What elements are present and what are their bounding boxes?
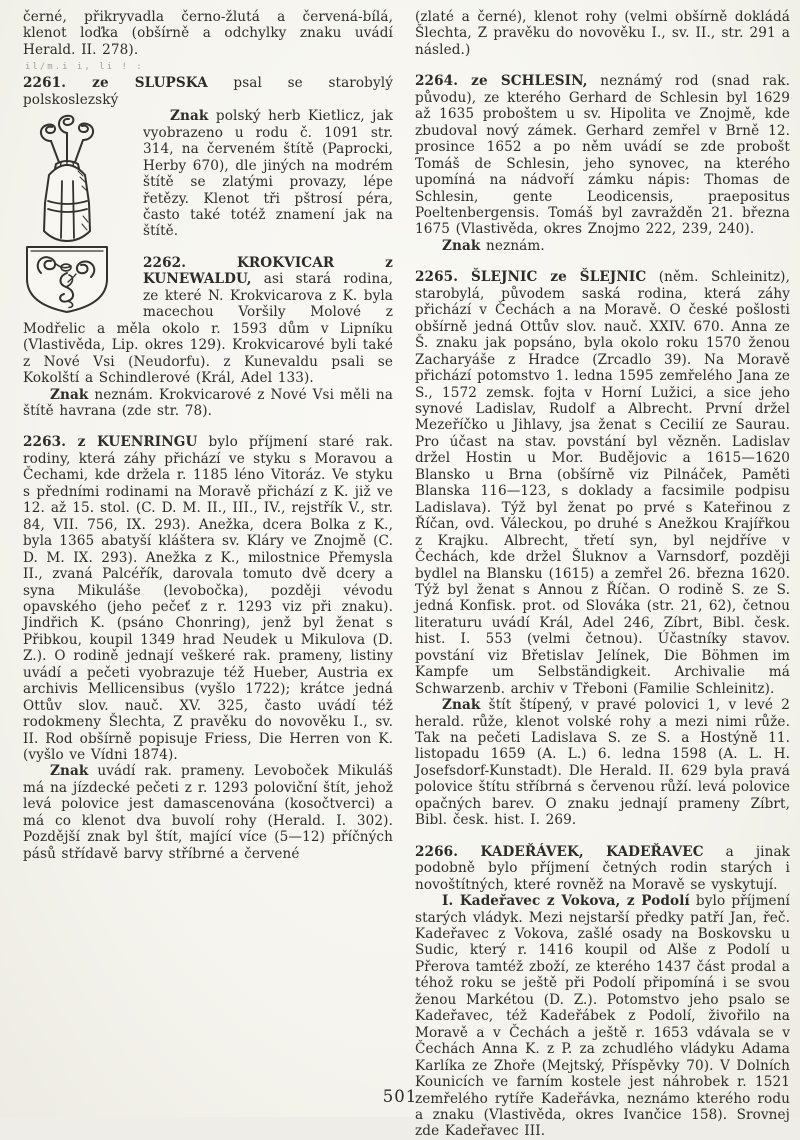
continuation-paragraph xyxy=(415,9,790,58)
text-run: neznám. xyxy=(480,237,545,254)
bold-text-run: 2266. KADEŘÁVEK, KADEŘAVEC xyxy=(415,843,704,860)
bold-text-run: 2263. z KUENRINGU xyxy=(23,434,198,451)
left-column xyxy=(23,9,393,1140)
ink-smudge: il/m.i i, li ! : xyxy=(25,62,144,73)
page-number: 501 xyxy=(382,1087,418,1106)
coat-of-arms-ze-slupska-icon xyxy=(23,111,111,314)
text-run: (zlaté a černé), klenot rohy (velmi obšírně dokládá Šlechta, Z pravěku do novověku I., sv. II., str. 291 a násled.) xyxy=(415,9,790,58)
text-run: a jinak podobně bylo příjmení četných rodin starých i novoštítných, které rovněž na Moravě se vyskytují. xyxy=(415,843,790,893)
bold-text-run: Znak xyxy=(442,237,481,254)
crest-plumes xyxy=(41,116,93,165)
helmet-shape xyxy=(44,165,90,241)
bold-text-run: Znak xyxy=(50,386,89,403)
text-run: psal se starobylý polskoslezský xyxy=(23,75,393,108)
text-run: černé, přikryvadla černo-žlutá a červená-bílá, klenot loďka (obšírně a odchylky znaku uvádí Herald. II. 278). xyxy=(23,9,393,58)
coat-of-arms-figure xyxy=(23,111,111,314)
bold-text-run: 2262. KROKVICAR z KUNEWALDU, xyxy=(143,254,393,288)
entry-2263-paragraph xyxy=(23,434,393,763)
text-run: neznámý rod (snad rak. původu), ze kterého Gerhard de Schlesin byl 1629 až 1635 proboštem u sv. Hipolita ve Znojmě, kde zbudoval nový zámek. Gerhard zemřel v Brně 12. prosince 1652 a po něm uvádí se zde probošt Tomáš de Schlesin, jeho synovec, na kterého upomíná na nádvoří zámku nápis: Thomas de Schlesin, gente Leodicensis, praepositus Poeltenbergensis. Tomáš byl zavražděn 21. března 1675 (Vlastivěda, okres Znojmo 222, 239, 240). xyxy=(415,73,790,238)
bold-text-run: 2264. ze SCHLESIN, xyxy=(415,73,588,90)
continuation-paragraph xyxy=(23,9,393,58)
text-run: bylo příjmení starých vládyk. Mezi nejstarší předky patří Jan, řeč. Kadeřavec z Vokova, zašlé osady na Boskovsku u Sudic, který r. 1416 koupil od Alše z Podolí u Přerova tamtéž zboží, ze kterého 1437 část prodal a téhož roku se ještě při Podolí připomíná i se svou ženou Markétou (D. Z.). Potomstvo jeho psalo se Kadeřavec, též Kadeřábek z Podolí, živořilo na Moravě a v Čechách a ještě r. 1653 vdávala se v Čechách Anna K. z P. za zchudlého vládyku Adama Karlíka ze Zhoře (Mejtský, Příspěvky 70). V Dolních Kounicích ve farním kostele jest náhrobek r. 1521 zemřelého rytíře Kadeřávka, neznámo kterého rodu a znaku (Vlastivěda, okres Ivančice 158). Srovnej zde Kadeřavec III. xyxy=(415,893,791,1140)
entry-2265-paragraph xyxy=(415,269,790,697)
text-run: bylo příjmení staré rak. rodiny, která záhy přichází ve styku s Moravou a Čechami, kde držela r. 1185 léno Vitoráz. Ve styku s předními rodinami na Moravě přichází z K. již ve 12. až 15. stol. (C. D. M. II., III., IV., rejstřík V., str. 84, VII. 756, IX. 293). Anežka, dcera Bolka z K., byla 1365 abatyší kláštera sv. Kláry ve Znojmě (C. D. M. IX. 293). Anežka z K., milostnice Přemysla II., zvaná Palcéřík, darovala tomuto dvě dcery a syna Mikuláše (levobočka), později vévodu opavského (jeho pečeť z r. 1293 viz při znaku). Jindřich K. (psáno Chonring), jenž byl ženat s Přibkou, koupil 1349 hrad Neudek u Mikulova (D. Z.). O rodině jednají veškeré rak. prameny, listiny uvádí a pečeti vyobrazuje též Hueber, Austria ex archivis Mellicensibus (vyšlo 1722); krátce jedná Ottův slov. nauč. XV. 325, často uvádí též rodokmeny Šlechta, Z pravěku do novověku I., sv. II. Rod obšírně popisuje Friess, Die Herren von K. (vyšlo ve Vídni 1874). xyxy=(23,434,394,764)
text-run: (něm. Schleinitz), starobylá, původem saská rodina, která záhy přichází v Čechách a na Moravě. O české pošlosti obšírně jedná Ottův slov. nauč. XXIV. 670. Anna ze Š. znaku jak popsáno, byla okolo roku 1570 ženou Zacharyáše z Hradce (Zrcadlo 39). Na Moravě přichází potomstvo 1. ledna 1595 zemřelého Jana ze S., 1572 zemsk. fojta v Horní Lužici, a sice jeho synové Ladislav, Rudolf a Albrecht. První držel Mezeříčko u Jihlavy, jsa ženat s Cecilií ze Saurau. Pro účast na stav. povstání byl vězněn. Ladislav držel Hostin u Mor. Budějovic a 1615—1620 Blansko u Brna (obšírně viz Pilnáček, Paměti Blanska 116—123, s doklady a facsimile podpisu Ladislava). Týž byl ženat po prvé s Kateřinou z Říčan, ovd. Váleckou, po druhé s Anežkou Krajířkou z Krajku. Albrecht, třetí syn, byl nejdříve v Čechách, kde držel Šluknov a Varnsdorf, později bydlel na Blansku (1615) a zemřel 26. března 1620. Týž byl ženat s Annou z Říčan. O rodině S. ze S. jedná Konfisk. prot. od Slováka (str. 21, 62), četnou literaturu uvádí Král, Adel 246, Zíbrt, Bibl. česk. hist. I. 553 (velmi četnou). Účastníky stavov. povstání viz Břetislav Jelínek, Die Böhmen im Kampfe um Selbständigkeit. Archivalie má Schwarzenb. archiv v Třeboni (Familie Schleinitz). xyxy=(415,269,790,697)
bold-text-run: I. Kadeřavec z Vokova, z Podolí xyxy=(442,893,690,910)
entry-2261-heading-line xyxy=(23,75,393,108)
entry-2264-paragraph xyxy=(415,73,790,238)
bold-text-run: Znak xyxy=(50,763,89,780)
bold-text-run: 2261. ze SLUPSKA xyxy=(23,75,208,92)
text-run: asi stará rodina, ze které N. Krokvicarova z K. byla macechou Voršily Molové z Modřelic a měla okolo r. 1593 dům v Lipníku (Vlastivěda, Lip. okres 129). Krokvicarové byli také z Nové Vsi (Neudorfu). z Kunevaldu psali se Kokolští a Schindlerové (Král, Adel 133). xyxy=(23,271,393,387)
bold-text-run: 2265. ŠLEJNIC ze ŠLEJNIC xyxy=(415,269,647,286)
text-run: polský herb Kietlicz, jak vyobrazeno u rodu č. 1091 str. 314, na červeném štítě (Paprocki, Herby 670), dle jiných na modrém štítě se zlatými provazy, lépe řetězy. Klenot tři pštrosí péra, často také totéž znamení jak na štítě. xyxy=(143,108,393,240)
entry-2265-znak-paragraph xyxy=(415,697,790,829)
text-columns xyxy=(23,9,790,1140)
bold-text-run: Znak xyxy=(442,697,481,714)
right-column xyxy=(415,9,790,1140)
text-run: uvádí rak. prameny. Levoboček Mikuláš má na jízdecké pečeti z r. 1293 poloviční štít, jehož levá polovice jest damascenována (kosočtverci) a má co klenot dva buvolí rohy (Herald. I. 302). Pozdější znak byl štít, mající více (5—12) příčných pásů střídavě barvy stříbrné a červené xyxy=(23,763,393,862)
entry-2266-paragraph xyxy=(415,844,790,893)
entry-2263-znak-paragraph xyxy=(23,763,393,862)
bold-text-run: Znak xyxy=(170,108,209,125)
text-run: neznám. Krokvicarové z Nové Vsi měli na štítě havrana (zde str. 78). xyxy=(23,386,393,419)
entry-2262-znak-paragraph xyxy=(23,387,393,420)
text-run: štít štípený, v pravé polovici 1, v levé 2 herald. růže, klenot volské rohy a mezi nimi růže. Tak na pečeti Ladislava S. ze S. a Hostýně 11. listopadu 1659 (A. L.) 6. ledna 1598 (A. L. H. Josefsdorf-Kunstadt). Dle Herald. II. 629 byla pravá polovice štítu stříbrná s červenou růží. levá polovice opačných barev. O znaku jednají prameny Zíbrt, Bibl. česk. hist. I. 269. xyxy=(415,697,790,829)
entry-2264-znak-paragraph xyxy=(415,238,790,254)
